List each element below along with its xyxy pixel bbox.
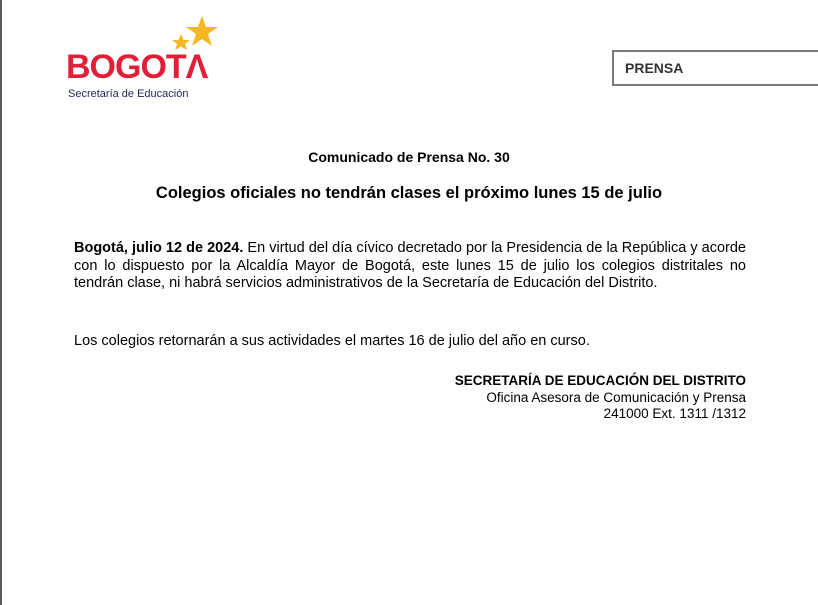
bogota-logo [66,14,236,104]
body-paragraph-2: Los colegios retornarán a sus actividades el martes 16 de julio del año en curso. [74,333,590,349]
section-label: PRENSA [625,60,684,76]
body-paragraph-1 [74,240,746,293]
page-left-border [0,0,2,605]
signature-phone: 241000 Ext. 1311 /1312 [603,406,746,421]
signature-office: Oficina Asesora de Comunicación y Prensa [486,389,746,405]
section-label-box [612,50,818,86]
press-release-number: Comunicado de Prensa No. 30 [308,149,510,165]
signature-organization: SECRETARÍA DE EDUCACIÓN DEL DISTRITO [454,373,746,388]
logo-subtitle: Secretaría de Educación [68,88,189,100]
dateline: Bogotá, julio 12 de 2024. [74,240,244,256]
paragraph-1-text: En virtud del día cívico decretado por la Presidencia de la República y acorde con lo dispuesto por la Alcaldía Mayor de Bogotá, este lunes 15 de julio los colegios distritales no tendrán clase, ni habrá servicios administrativos de la Secretaría de Educación del Distrito. [74,240,746,291]
logo-wordmark: BOGOTΛ [66,48,208,86]
press-release-headline: Colegios oficiales no tendrán clases el próximo lunes 15 de julio [155,184,663,202]
signature-block [400,373,746,423]
large-star-icon [186,16,218,46]
